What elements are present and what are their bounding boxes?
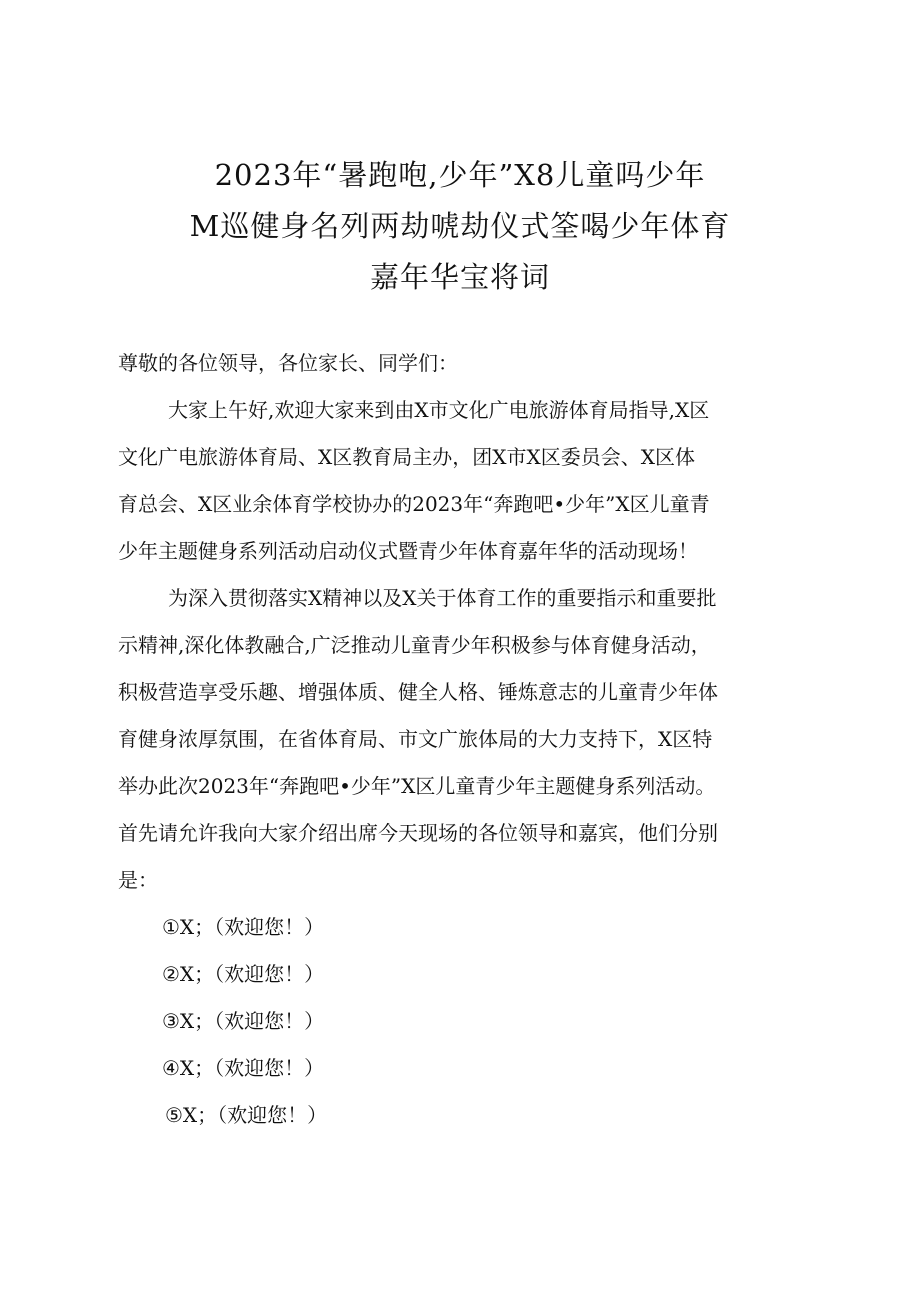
guest-list-item: ①X；（欢迎您！） [162,915,325,939]
guest-list-item: ②X；（欢迎您！） [162,962,325,986]
document-body [118,340,830,1139]
paragraph-line: 育总会、X区业余体育学校协办的2023年“奔跑吧•少年”X区儿童青 [118,492,710,516]
title-line-2: M巡健身名列两劫唬劫仪式筌喝少年体育 [189,209,731,243]
guest-list-item: ③X；（欢迎您！） [162,1009,325,1033]
paragraph-line: 积极营造享受乐趣、增强体质、健全人格、锤炼意志的儿童青少年体 [118,680,718,704]
document-title [150,150,770,303]
paragraph-line: 首先请允许我向大家介绍出席今天现场的各位领导和嘉宾，他们分别 [118,821,718,845]
title-line-3: 嘉年华宝将词 [369,260,550,294]
paragraph-line: 少年主题健身系列活动启动仪式暨青少年体育嘉年华的活动现场！ [118,539,698,563]
paragraph-line: 文化广电旅游体育局、X区教育局主办，团X市X区委员会、X区体 [118,445,695,469]
guest-list [118,904,830,1139]
paragraph-line: 举办此次2023年“奔跑吧•少年”X区儿童青少年主题健身系列活动。 [118,774,716,798]
paragraph-line: 育健身浓厚氛围，在省体育局、市文广旅体局的大力支持下，X区特 [118,727,713,751]
salutation: 尊敬的各位领导，各位家长、同学们： [118,351,458,375]
paragraph-welcome [118,387,830,575]
paragraph-line: 示精神,深化体教融合,广泛推动儿童青少年积极参与体育健身活动， [118,633,711,657]
title-line-1: 2023年“暑跑咆,少年”X8儿童吗少年 [214,158,706,192]
paragraph-line: 大家上午好,欢迎大家来到由X市文化广电旅游体育局指导,X区 [168,398,710,422]
guest-list-item: ④X；（欢迎您！） [162,1056,325,1080]
paragraph-line: 为深入贯彻落实X精神以及X关于体育工作的重要指示和重要批 [168,586,717,610]
paragraph-line: 是： [118,868,158,892]
paragraph-purpose [118,575,830,904]
guest-list-item: ⑤X；（欢迎您！） [165,1103,328,1127]
